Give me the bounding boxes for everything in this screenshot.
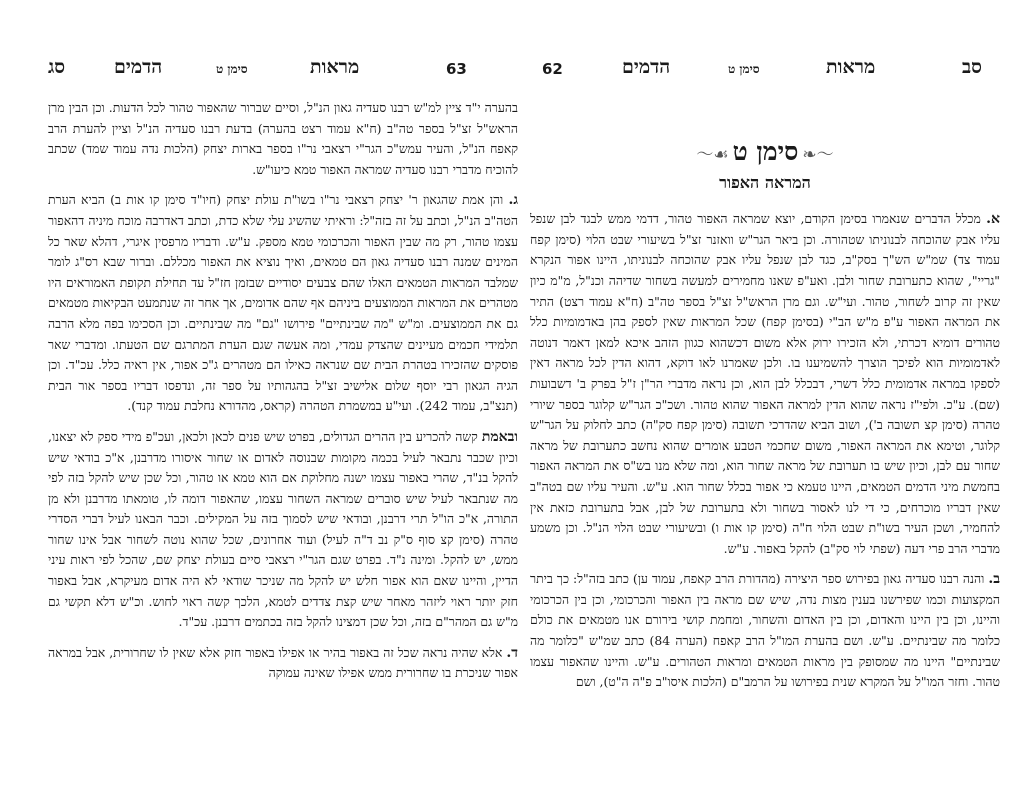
paragraph-text: בהערה י"ד ציין למ"ש רבנו סעדיה גאון הנ"ל, וסיים שברור שהאפור טהור לכל הדעות. וכן הבין מרן הראש"ל זצ"ל בספר טה"ב (ח"א עמוד רצט בהערה) בדעת רבנו סעדיה הנ"ל וציין להערת הרב קאפח הנ"ל, והעיר עמש"כ הגר"י רצאבי נר"ו בספר בארות יצחק (הלכות נדה עמוד שמד) שכתב להוכיח מדברי רבנו סעדיה שמראה האפור טמא כיעו"ש. xyxy=(48,100,518,177)
paragraph-text: והן אמת שהגאון ר' יצחק רצאבי נר"ו בשו"ת עולת יצחק (חיו"ד סימן קו אות ב) הביא הערת הטה"ב הנ"ל, וכתב על זה בזה"ל: וראיתי שהשיג עלי שלא כדת, וכתב דאדרבה מוכח מיניה דהאפור עצמו טהור, רק מה שבין האפור והכרכומי טמא מספק. ע"ש. ודבריו מרפסין איגרי, דהלא שאר כל המינים שמנה רבנו סעדיה גאון הם טמאים, ואיך נוציא את האפור מכללם. וברור שבא רס"ג לומר שמלבד המראות הטמאים האלו שהם צבעים יסודיים שבזמן חז"ל עד תחילת תקופת האמוראים היו מטהרים את המראות הממוצעים ביניהם אף שהם אדומים, אך אחר זה שנתמעט הבקיאות מטמאים גם את הממוצעים. ומ"ש "מה שבינתיים" פירושו "גם" מה שבינתיים. וכן הסכימו בפה מלא הרבה תלמידי חכמים מעיינים שהצדק עמדי, ומה אעשה שגם הערת המתרגם שם הטעתו. ומדברי שאר פוסקים שהזכירו בטהרת הבית שם שנראה כאילו הם מטהרים ג"כ אפור, אין ראיה כלל. עכ"ד. וכן הגיה הגאון רבי יוסף שלום אלישיב זצ"ל בהגהותיו על ספר זה, ונדפסו דבריו בספר אור הבית (תנצ"ב, עמוד 242). ועי"ע במשמרת הטהרה (קראס, מהדורא נחלבת עמוד קנד). xyxy=(48,192,518,414)
header-name: מראות xyxy=(310,56,360,78)
paragraph-label: ובאמת xyxy=(481,428,518,445)
header-section: סימן ט xyxy=(216,62,248,76)
page-number: 63 xyxy=(446,60,467,78)
chapter-title: סימן ט xyxy=(732,137,799,166)
paragraph xyxy=(48,427,518,633)
paragraph-label: ג. xyxy=(508,192,518,209)
paragraph xyxy=(48,190,518,417)
right-page-body xyxy=(530,98,1000,788)
paragraph-text: מכלל הדברים שנאמרו בסימן הקודם, יוצא שמראה האפור טהור, דדמי ממש לבגד לבן שנפל עליו אבק שהוכחה לבנוניתו שטהורה. וכן ביאר הגר"ש וואזנר זצ"ל בשיעורי שבט הלוי (סימן קפח עמוד צד) שמ"ש הש"ך בסק"ב, כגד לבן שנפל עליו אבק שהוכחה לבנוניתו, היינו אפור הנקרא "גריי", שהוא כתערובת שחור ולבן. ואע"פ שאנו מחמירים למעשה בשחור שדיהה וכנ"ל, מ"מ כיון שאין זה קרוב לשחור, טהור. ועי"ש. וגם מרן הראש"ל זצ"ל בספר טה"ב (ח"א עמוד רצט) התיר את המראה האפור ע"פ מ"ש הב"י (בסימן קפח) שכל המראות שאין לספק בהן באדמומיות כלל טהורים דומיא דכרתי, ולא הזכירו ירוק אלא משום דכשהוא כגוון הזהב איכא למאן דאמר דנוטה לאדמומיות הוא לפיכך הוצרך להשמיענו בו. ולכן שאמרנו לאו דוקא, דהוא הדין לכל מראה דאין לספקו במראה אדמומית כלל דשרי, דבכלל לבן הוא, וכן נראה מדברי הר"ן ז"ל בפרק ב' דשבועות (שם). ע"כ. ולפי"ז נראה שהוא הדין למראה האפור שהוא טהור. ושכ"כ הגר"ש קלוגר בספר שיורי טהרה (סימן קצ תשובה ב'), ושוב הביא שהדרכי תשובה (סימן קפח סק"ה) כתב לחלוק על הגר"ש קלוגר, וטימא את המראה האפור, משום שחכמי הטבע אומרים שהוא נחשב כתערובת של מראה שחור עם לבן, וכיון שיש בו תערובת של מראה שחור הוא, ומה שלא מנו בש"ס את המראה האפור בחמשת מיני הדמים הטמאים, היינו טעמא כי אפור בכלל שחור הוא. ע"ש. והעיר עליו שם בטה"ב שאין דבריו מוכרחים, כי די לנו לאסור בשחור ולא בתערובת של לבן, אבל בתערובת כזאת אין להחמיר, ושכן העיר בשו"ת שבט הלוי ח"ה (סימן קו אות ו) ובשיעורי שבט הלוי הנ"ל. וכן משמע מדברי הרב פרי דעה (שפתי לוי סק"ב) להקל באפור. ע"ש. xyxy=(530,211,1000,556)
right-page xyxy=(530,0,1000,788)
paragraph xyxy=(530,569,1000,693)
paragraph-text: והנה רבנו סעדיה גאון בפירוש ספר היצירה (מהדורת הרב קאפח, עמוד ען) כתב בזה"ל: כך ביתר המקצועות וכמו שפירשנו בענין מצות נדה, שיש שם מראה בין האפור והכרכומי, וכן בין הכרכומי והיינו, וכן בין היינו והאדום, וכן בין האדום והשחור, ומחמת קושי בירורם אנו מטמאים את כולם כלומר מה שבינתיים. ע"ש. ושם בהערת המו"ל הרב קאפח (הערה 84) כתב שמ"ש "כלומר מה שבינתיים" היינו מה שמסופק בין מראות הטמאים ומראות הטהורים. ע"ש. והיינו שהאפור עצמו טהור. וחזר המו"ל על המקרא שנית בפירושו על הרמב"ם (הלכות איסו"ב פ"ה ה"ט), ושם xyxy=(530,571,1000,690)
paragraph-text: קשה להכריע בין ההרים הגדולים, בפרט שיש פנים לכאן ולכאן, ועכ"פ מידי ספק לא יצאנו, וכיון שכבר נתבאר לעיל בכמה מקומות שבנוסה לאדום או שחור איסורו מדרבנן, א"כ בודאי שיש להקל בנ"ד, שהרי באפור עצמו ישנה מחלוקת אם הוא טמא או טהור, וכל שכן שיש להקל בזה לפי מה שנתבאר לעיל שיש סוברים שמראה השחור עצמו, שהאפור דומה לו, טומאתו מדרבנן ולא מן התורה, א"כ הו"ל תרי דרבנן, ובודאי שיש לסמוך בזה על המקילים. וכבר הבאנו לעיל דברי הסדרי טהרה (סימן קצ סוף ס"ק נב ד"ה לעיל) ועוד אחרונים, שכל שהוא נוטה לשחור אבל אינו שחור ממש, יש להקל. ומינה נ"ד. בפרט שגם הגר"י רצאבי סיים בעולת יצחק שם, שהכל לפי ראות עיני הדיין, והיינו שאם הוא אפור חלש יש להקל מה שניכר שודאי לא היה אדום מעיקרא, אבל באפור חזק יותר ראוי ליזהר מאחר שיש קצת צדדים לטמא, הלכך קשה ראוי לחוש. וכ"ש דלא תקשי גם מ"ש גם המהר"ם בזה, וכל שכן דמצינו להקל בזה בכתמים דרבנן. עכ"ד. xyxy=(48,428,518,630)
header-word: מראות xyxy=(826,56,876,78)
right-page-header xyxy=(530,56,1000,82)
header-name: הדמים xyxy=(622,56,671,78)
ornament-right-icon: ❧〜 xyxy=(802,145,834,165)
paragraph-label: א. xyxy=(986,211,1000,228)
left-page xyxy=(48,0,518,788)
page-number: 62 xyxy=(542,60,563,78)
paragraph xyxy=(48,643,518,684)
paragraph-text: אלא שהיה נראה שכל זה באפור בהיר או אפילו באפור חזק אלא שאין לו שחרורית, אבל במראה אפור שניכרת בו שחרורית ממש אפילו שאינה עמוקה xyxy=(48,644,518,681)
header-section: סימן ט xyxy=(728,62,760,76)
paragraph-label: ב. xyxy=(988,571,1000,588)
ornament-left-icon: 〜☙ xyxy=(696,145,729,165)
paragraph-label: ד. xyxy=(506,644,518,661)
paragraph xyxy=(530,209,1000,559)
chapter-title-block xyxy=(530,137,1000,193)
paragraph xyxy=(48,98,518,180)
header-letter: סג xyxy=(48,56,66,78)
chapter-title-row xyxy=(530,137,1000,167)
left-page-body xyxy=(48,98,518,788)
header-word: הדמים xyxy=(114,56,163,78)
chapter-subtitle: המראה האפור xyxy=(719,172,811,192)
header-letter: סב xyxy=(962,56,982,78)
left-page-header xyxy=(48,56,518,82)
